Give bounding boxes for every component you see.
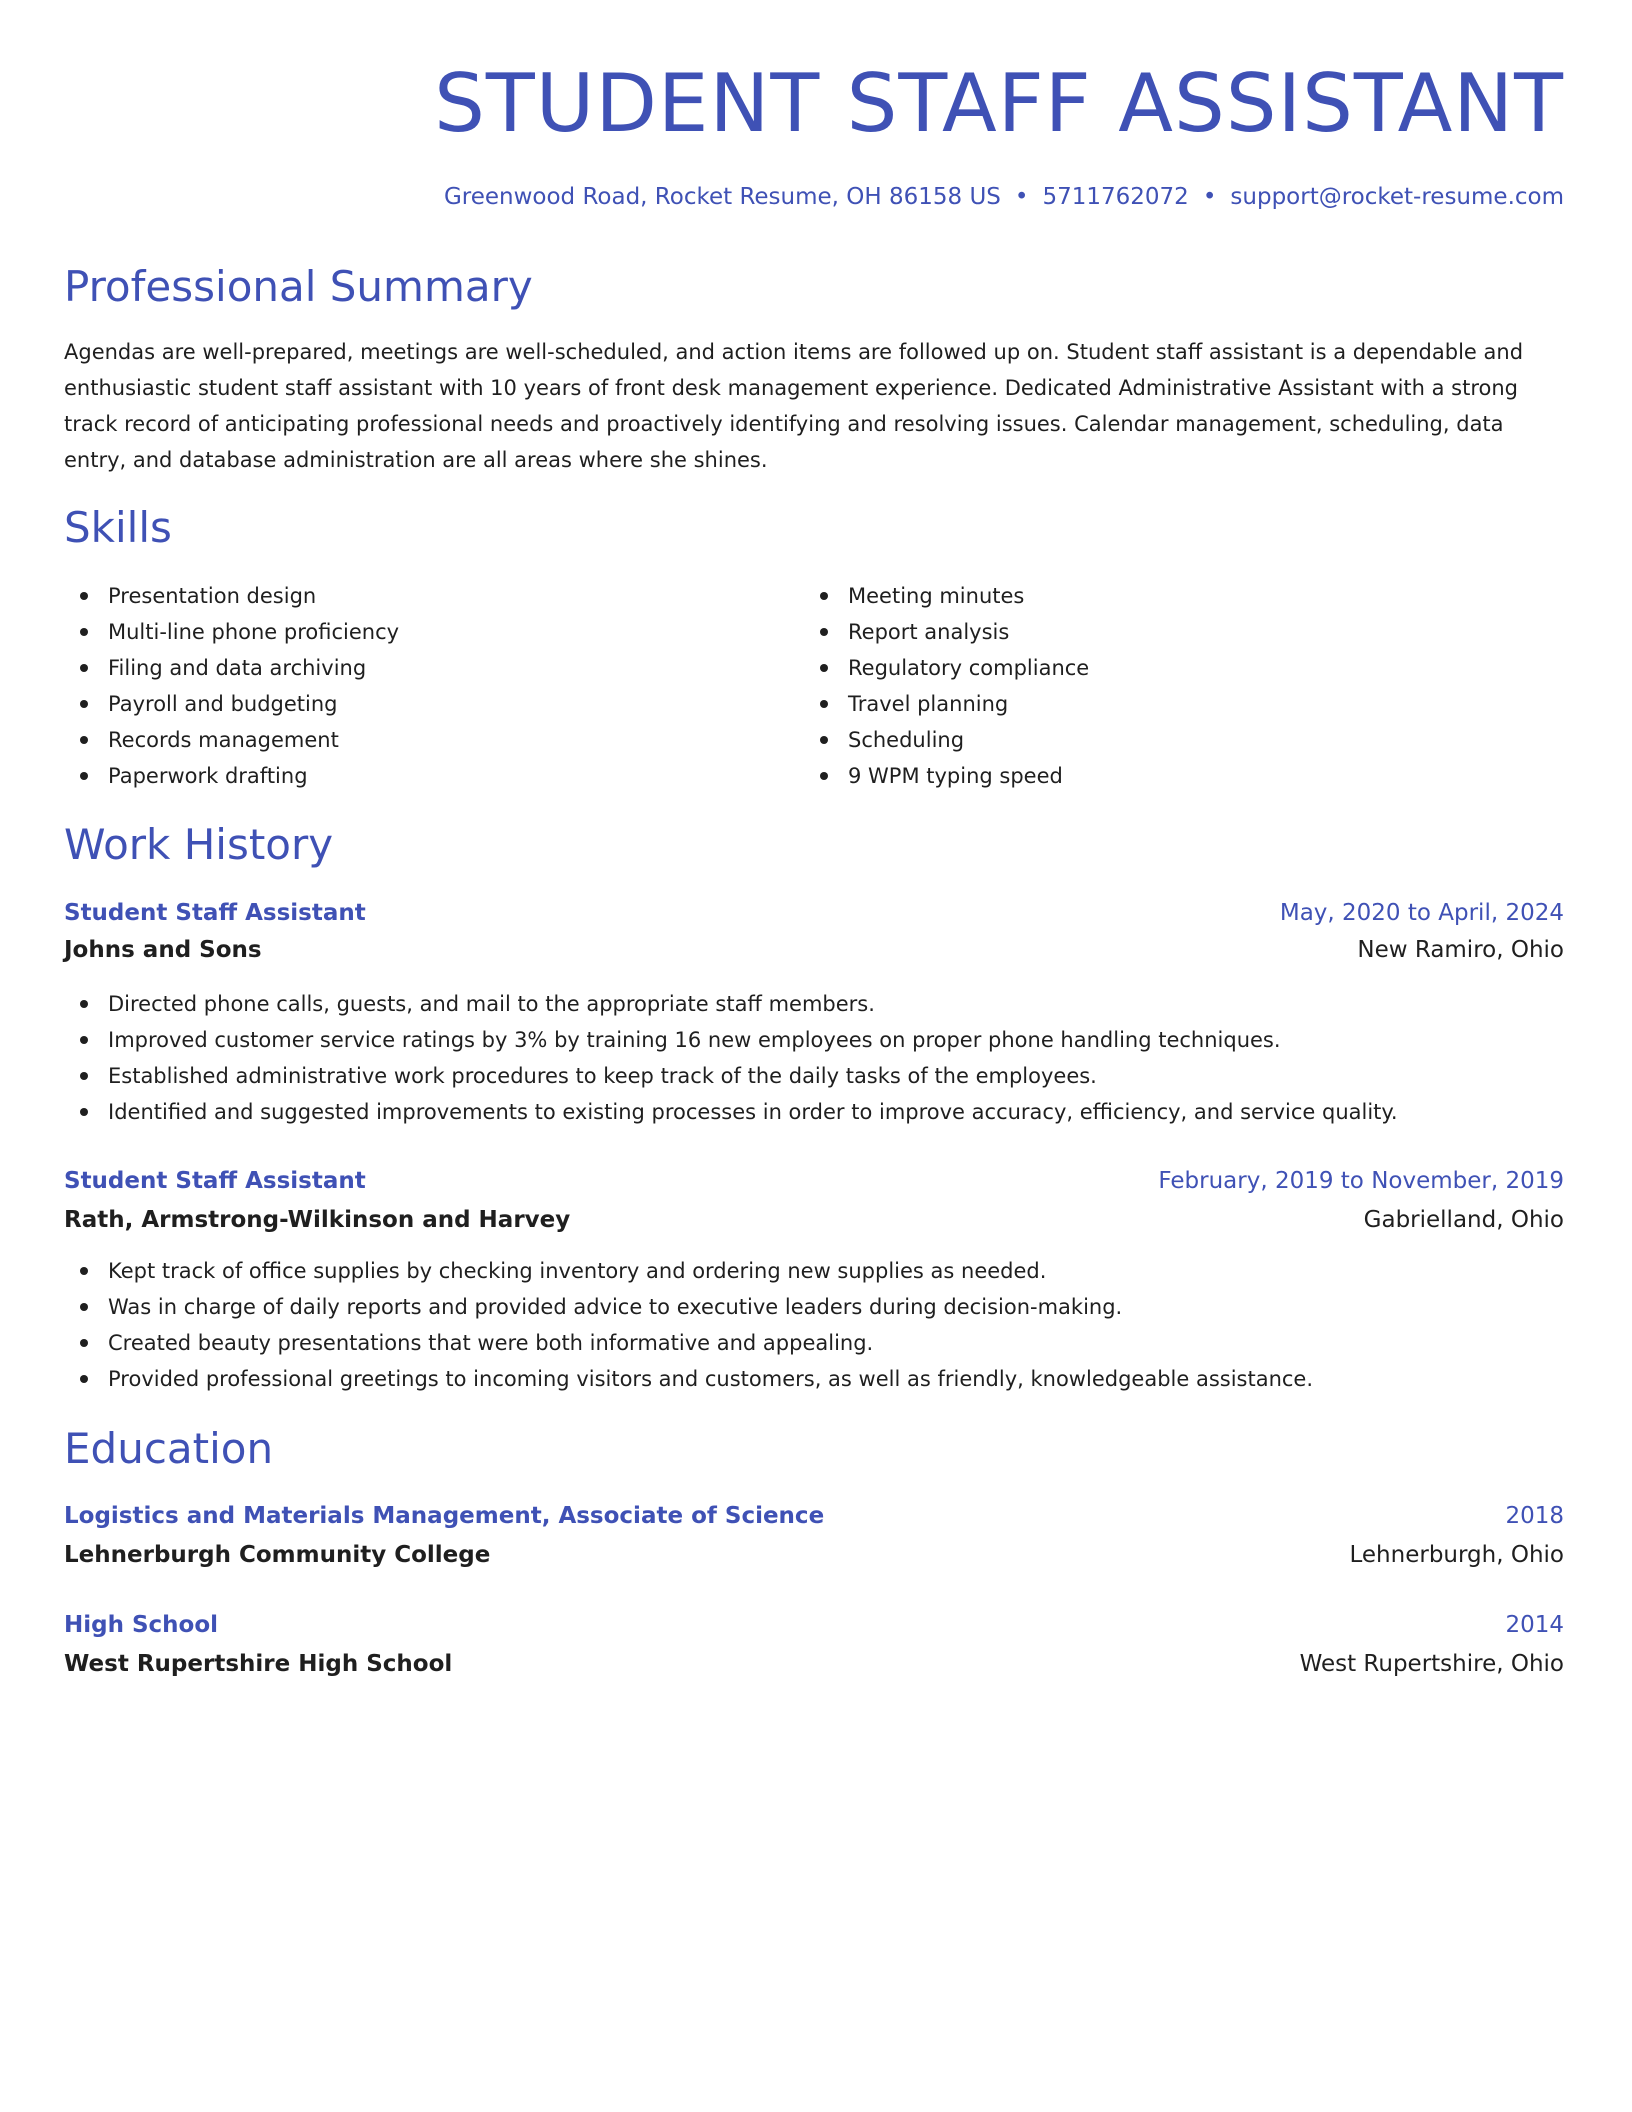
bullet-icon (820, 592, 828, 600)
contact-line (64, 180, 1564, 214)
job-dates: February, 2019 to November, 2019 (1158, 1168, 1564, 1194)
school-location: West Rupertshire, Ohio (1299, 1651, 1564, 1677)
degree-row (64, 1605, 1564, 1645)
work-history-heading: Work History (64, 820, 334, 869)
degree-title: High School (64, 1612, 219, 1638)
job-title-row (64, 1161, 1564, 1201)
summary-heading: Professional Summary (64, 262, 533, 311)
contact-separator: • (1202, 184, 1217, 210)
skill-item: Travel planning (804, 686, 1504, 722)
school-name: West Rupertshire High School (64, 1651, 453, 1677)
bullet-icon (80, 736, 88, 744)
degree-title: Logistics and Materials Management, Associate of Science (64, 1503, 825, 1529)
bullet-icon (80, 1108, 88, 1116)
resume-page (64, 0, 1564, 2112)
resume-title: STUDENT STAFF ASSISTANT (434, 57, 1564, 150)
bullet-icon (80, 1267, 88, 1275)
graduation-year: 2018 (1505, 1503, 1564, 1529)
job-bullets (64, 986, 1564, 1130)
bullet-icon (820, 664, 828, 672)
bullet-icon (80, 1339, 88, 1347)
skill-item: Payroll and budgeting (64, 686, 764, 722)
school-row (64, 1644, 1564, 1684)
company-row (64, 1200, 1564, 1240)
contact-separator: • (1014, 184, 1029, 210)
bullet-icon (820, 700, 828, 708)
skill-item: Presentation design (64, 578, 764, 614)
summary-text: Agendas are well-prepared, meetings are well-scheduled, and action items are followed up on. Student staff assistant is a dependable and enthusiastic student staff assistant with 10 years of front desk management experience. Dedicated Administrative Assistant with a strong track record of anticipating professional needs and proactively identifying and resolving issues. Calendar management, scheduling, data entry, and database administration are all areas where she shines. (64, 340, 1524, 472)
bullet-icon (80, 1000, 88, 1008)
skills-list-right (804, 578, 1504, 794)
company-name: Rath, Armstrong-Wilkinson and Harvey (64, 1207, 571, 1233)
graduation-year: 2014 (1505, 1612, 1564, 1638)
skills-list-left (64, 578, 764, 794)
bullet-icon (80, 1072, 88, 1080)
bullet-icon (80, 1303, 88, 1311)
job-bullet: Improved customer service ratings by 3% by training 16 new employees on proper phone handling techniques. (64, 1022, 1564, 1058)
bullet-icon (820, 772, 828, 780)
bullet-icon (80, 772, 88, 780)
company-row (64, 930, 1564, 970)
skill-item: Regulatory compliance (804, 650, 1504, 686)
job-title-row (64, 893, 1564, 933)
bullet-icon (820, 736, 828, 744)
job-bullet: Directed phone calls, guests, and mail to the appropriate staff members. (64, 986, 1564, 1022)
job-bullet: Identified and suggested improvements to existing processes in order to improve accuracy, efficiency, and service quality. (64, 1094, 1564, 1130)
school-location: Lehnerburgh, Ohio (1349, 1542, 1564, 1568)
job-title: Student Staff Assistant (64, 900, 366, 926)
skills-heading: Skills (64, 503, 172, 552)
bullet-icon (820, 628, 828, 636)
job-location: Gabrielland, Ohio (1363, 1207, 1564, 1233)
bullet-icon (80, 1375, 88, 1383)
school-name: Lehnerburgh Community College (64, 1542, 491, 1568)
job-bullets (64, 1253, 1564, 1397)
skill-item: Filing and data archiving (64, 650, 764, 686)
job-title: Student Staff Assistant (64, 1168, 366, 1194)
skill-item: Records management (64, 722, 764, 758)
job-bullet: Kept track of office supplies by checking inventory and ordering new supplies as needed. (64, 1253, 1564, 1289)
job-bullet: Created beauty presentations that were both informative and appealing. (64, 1325, 1564, 1361)
skill-item: 9 WPM typing speed (804, 758, 1504, 794)
job-bullet: Provided professional greetings to incoming visitors and customers, as well as friendly, knowledgeable assistance. (64, 1361, 1564, 1397)
address-text: Greenwood Road, Rocket Resume, OH 86158 US (443, 184, 1001, 210)
company-name: Johns and Sons (64, 937, 262, 963)
job-location: New Ramiro, Ohio (1357, 937, 1564, 963)
degree-row (64, 1496, 1564, 1536)
education-heading: Education (64, 1424, 274, 1473)
bullet-icon (80, 592, 88, 600)
skill-item: Meeting minutes (804, 578, 1504, 614)
bullet-icon (80, 664, 88, 672)
job-bullet: Established administrative work procedures to keep track of the daily tasks of the employees. (64, 1058, 1564, 1094)
skill-item: Scheduling (804, 722, 1504, 758)
bullet-icon (80, 1036, 88, 1044)
skill-item: Paperwork drafting (64, 758, 764, 794)
skill-item: Report analysis (804, 614, 1504, 650)
phone-text: 5711762072 (1042, 184, 1189, 210)
skill-item: Multi-line phone proficiency (64, 614, 764, 650)
job-bullet: Was in charge of daily reports and provided advice to executive leaders during decision-making. (64, 1289, 1564, 1325)
job-dates: May, 2020 to April, 2024 (1279, 900, 1564, 926)
bullet-icon (80, 628, 88, 636)
bullet-icon (80, 700, 88, 708)
school-row (64, 1535, 1564, 1575)
email-link[interactable]: support@rocket-resume.com (1230, 184, 1564, 210)
